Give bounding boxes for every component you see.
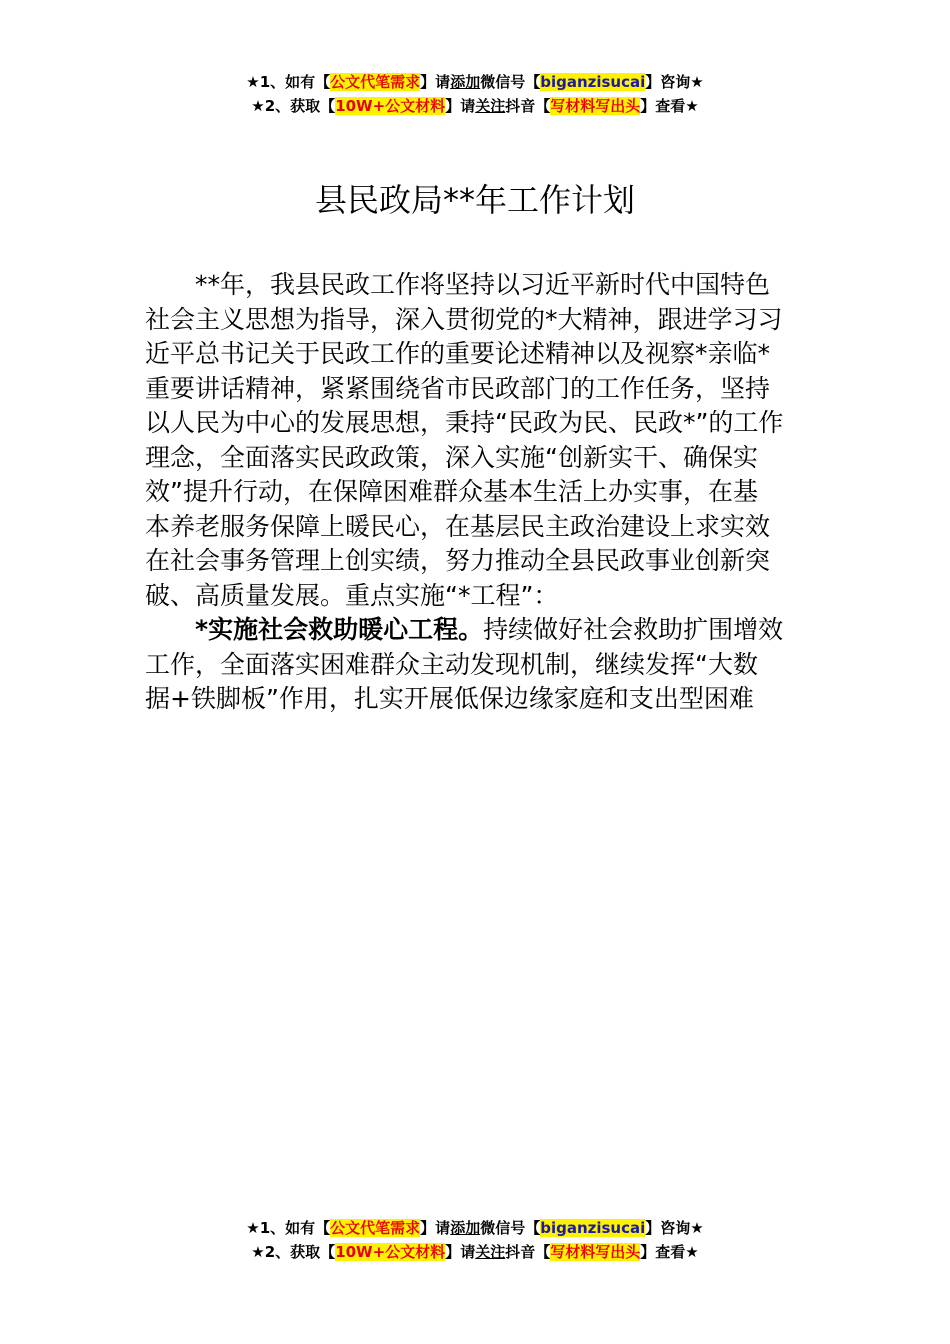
promo-text: 】咨询★ [645,1219,704,1237]
top-promo-banner [0,70,950,118]
promo-underlined: 添加 [450,1219,481,1237]
promo-highlight: 公文代笔需求 [330,73,421,91]
paragraph-line: 破、高质量发展。重点实施“*工程”： [145,580,559,610]
promo-underlined: 添加 [450,73,481,91]
promo-text: ★1、如有【 [246,73,331,91]
promo-line-1 [0,1216,950,1240]
promo-underlined: 关注 [475,97,506,115]
promo-line-1 [0,70,950,94]
paragraph-line: **年，我县民政工作将坚持以习近平新时代中国特色 [195,270,771,299]
paragraph-line: 理念，全面落实民政政策，深入实施“创新实干、确保实 [145,442,758,472]
section-heading: *实施社会救助暖心工程。 [195,615,484,644]
promo-highlight: 写材料写出头 [550,1243,641,1261]
paragraph-line: 本养老服务保障上暖民心，在基层民主政治建设上求实效 [145,511,771,541]
promo-text: 微信号【 [480,73,541,91]
paragraph-2-first-line [145,613,810,648]
promo-text: 】查看★ [640,97,699,115]
promo-highlight: 公文代笔需求 [330,1219,421,1237]
paragraph-line: 近平总书记关于民政工作的重要论述精神以及视察*亲临* [145,339,771,368]
promo-text: 】咨询★ [645,73,704,91]
paragraph-line: 重要讲话精神，紧紧围绕省市民政部门的工作任务，坚持 [145,373,771,403]
promo-text: ★1、如有【 [246,1219,331,1237]
paragraph-line: 据+铁脚板”作用，扎实开展低保边缘家庭和支出型困难 [145,684,754,713]
promo-text: 抖音【 [505,97,551,115]
promo-wechat-id: biganzisucai [540,1219,646,1237]
promo-line-2 [0,94,950,118]
promo-text: ★2、获取【 [251,1243,336,1261]
promo-highlight: 10W+公文材料 [335,1243,446,1261]
paragraph-line: 以人民为中心的发展思想，秉持“民政为民、民政*”的工作 [145,408,784,437]
paragraph-line: 在社会事务管理上创实绩，努力推动全县民政事业创新突 [145,546,771,575]
promo-text: 】请 [445,97,476,115]
paragraph-line: 效”提升行动，在保障困难群众基本生活上办实事，在基 [145,477,758,506]
promo-text: 】请 [420,73,451,91]
document-body [145,268,810,717]
document-title: 县民政局**年工作计划 [314,181,635,219]
promo-text: 】请 [420,1219,451,1237]
paragraph-line: 社会主义思想为指导，深入贯彻党的*大精神，跟进学习习 [145,304,783,334]
promo-highlight: 10W+公文材料 [335,97,446,115]
promo-text: ★2、获取【 [251,97,336,115]
promo-underlined: 关注 [475,1243,506,1261]
promo-text: 】请 [445,1243,476,1261]
promo-highlight: 写材料写出头 [550,97,641,115]
paragraph-line: 工作，全面落实困难群众主动发现机制，继续发挥“大数 [145,649,758,679]
bottom-promo-banner [0,1216,950,1264]
promo-text: 抖音【 [505,1243,551,1261]
promo-text: 微信号【 [480,1219,541,1237]
promo-wechat-id: biganzisucai [540,73,646,91]
promo-text: 】查看★ [640,1243,699,1261]
promo-line-2 [0,1240,950,1264]
paragraph-text: 持续做好社会救助扩围增效 [483,615,784,644]
